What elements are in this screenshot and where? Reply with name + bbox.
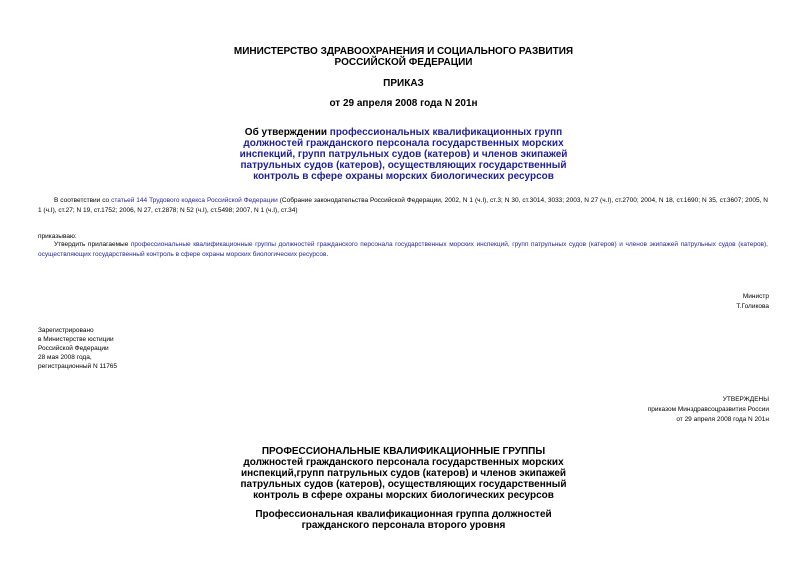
qualification-groups-link[interactable]: профессиональные квалификационные группы должностей гражданского персонала государственных морских инспекций, групп патрульных судов (катеров) и членов экипажей патрульных судов (катеров), осуществляющих государственный контроль в сфере охраны морских биологических ресурсов <box>38 241 768 258</box>
approval-line-2: приказом Минздравсоцразвития России <box>647 406 769 413</box>
ministry-line-1: МИНИСТЕРСТВО ЗДРАВООХРАНЕНИЯ И СОЦИАЛЬНОГО РАЗВИТИЯ <box>233 46 574 57</box>
labor-code-link[interactable]: статьей 144 Трудового кодекса Российской Федерации <box>111 197 278 204</box>
order-word: приказываю: <box>38 233 77 240</box>
signature-name: Т.Голикова <box>736 303 769 310</box>
basis-rest: (Собрание законодательства Российской Федерации, 2002, N 1 (ч.I), ст.3; N 30, ст.3014, 3033; 2003, N 27 (ч.I), ст.2700; 2004, N 18, ст.1690; N 35, ст.3607; 2005, N 1 (ч.I), ст.27; N 19, ст.1752; 2006, N 27, ст.2878; N 52 (ч.I), ст.5498; 2007, N 1 (ч.I), ст.34) <box>38 197 768 214</box>
section-heading-1: Профессиональная квалификационная группа должностей <box>255 509 552 520</box>
title-link-line-4[interactable]: патрульных судов (катеров), осуществляющих государственный <box>240 160 567 171</box>
doc-date: от 29 апреля 2008 года N 201н <box>329 98 478 109</box>
approve-suffix: . <box>326 251 329 258</box>
title-link-line-3[interactable]: инспекций, групп патрульных судов (катеров) и членов экипажей <box>239 149 568 160</box>
basis-prefix: В соответствии со <box>54 197 112 204</box>
title-link-line-2[interactable]: должностей гражданского персонала государственных морских <box>243 138 564 149</box>
registration-line-3: Российской Федерации <box>38 345 109 352</box>
title-link-line-1[interactable]: профессиональных квалификационных групп <box>329 127 563 138</box>
title-link-line-5[interactable]: контроль в сфере охраны морских биологических ресурсов <box>253 171 554 182</box>
approve-paragraph <box>38 240 768 260</box>
registration-line-4: 28 мая 2008 года, <box>38 354 92 361</box>
doc-type: ПРИКАЗ <box>383 78 424 89</box>
annex-subtitle-1: должностей гражданского персонала государственных морских <box>243 457 564 468</box>
approval-line-3: от 29 апреля 2008 года N 201н <box>676 416 769 423</box>
title-line-1 <box>0 127 807 138</box>
registration-line-2: в Министерстве юстиции <box>38 336 114 343</box>
annex-subtitle-4: контроль в сфере охраны морских биологических ресурсов <box>253 490 554 501</box>
section-heading-2: гражданского персонала второго уровня <box>301 520 506 531</box>
annex-title: ПРОФЕССИОНАЛЬНЫЕ КВАЛИФИКАЦИОННЫЕ ГРУППЫ <box>261 446 546 457</box>
approve-prefix: Утвердить прилагаемые <box>54 241 131 248</box>
annex-subtitle-3: патрульных судов (катеров), осуществляющих государственный <box>240 479 567 490</box>
approval-line-1: УТВЕРЖДЕНЫ <box>722 396 769 403</box>
registration-line-5: регистрационный N 11765 <box>38 363 118 370</box>
ministry-line-2: РОССИЙСКОЙ ФЕДЕРАЦИИ <box>334 57 473 68</box>
signature-position: Министр <box>742 293 769 300</box>
registration-line-1: Зарегистрировано <box>38 327 94 334</box>
basis-paragraph <box>38 196 768 216</box>
title-prefix: Об утверждении <box>244 127 330 138</box>
annex-subtitle-2: инспекций,групп патрульных судов (катеров) и членов экипажей <box>240 468 567 479</box>
